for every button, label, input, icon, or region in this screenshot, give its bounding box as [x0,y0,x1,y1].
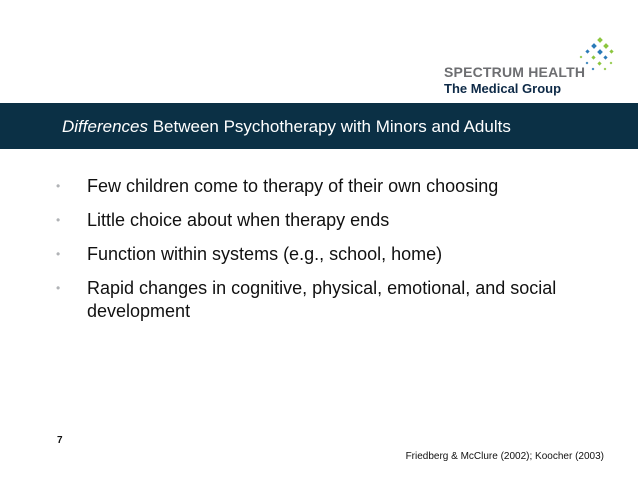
bullet-marker: • [56,213,61,227]
slide-title [62,117,511,137]
logo-subtitle: The Medical Group [444,81,562,96]
spectrum-health-logo [440,36,615,100]
citation: Friedberg & McClure (2002); Koocher (2003) [405,451,604,462]
logo-name: SPECTRUM HEALTH [444,64,586,80]
list-item [56,277,596,323]
bullet-text: Function within systems (e.g., school, home) [87,244,443,264]
bullet-list [56,175,596,334]
slide-title-emphasis: Differences [62,117,148,136]
bullet-marker: • [56,179,61,193]
bullet-marker: • [56,281,61,295]
bullet-marker: • [56,247,61,261]
bullet-text: Rapid changes in cognitive, physical, emotional, and social development [87,278,557,321]
list-item [56,243,596,266]
slide-title-rest: Between Psychotherapy with Minors and Adults [147,117,511,136]
page-number: 7 [57,435,63,446]
list-item [56,175,596,198]
bullet-text: Few children come to therapy of their own choosing [87,176,499,196]
title-bar [0,103,638,149]
bullet-text: Little choice about when therapy ends [87,210,390,230]
list-item [56,209,596,232]
